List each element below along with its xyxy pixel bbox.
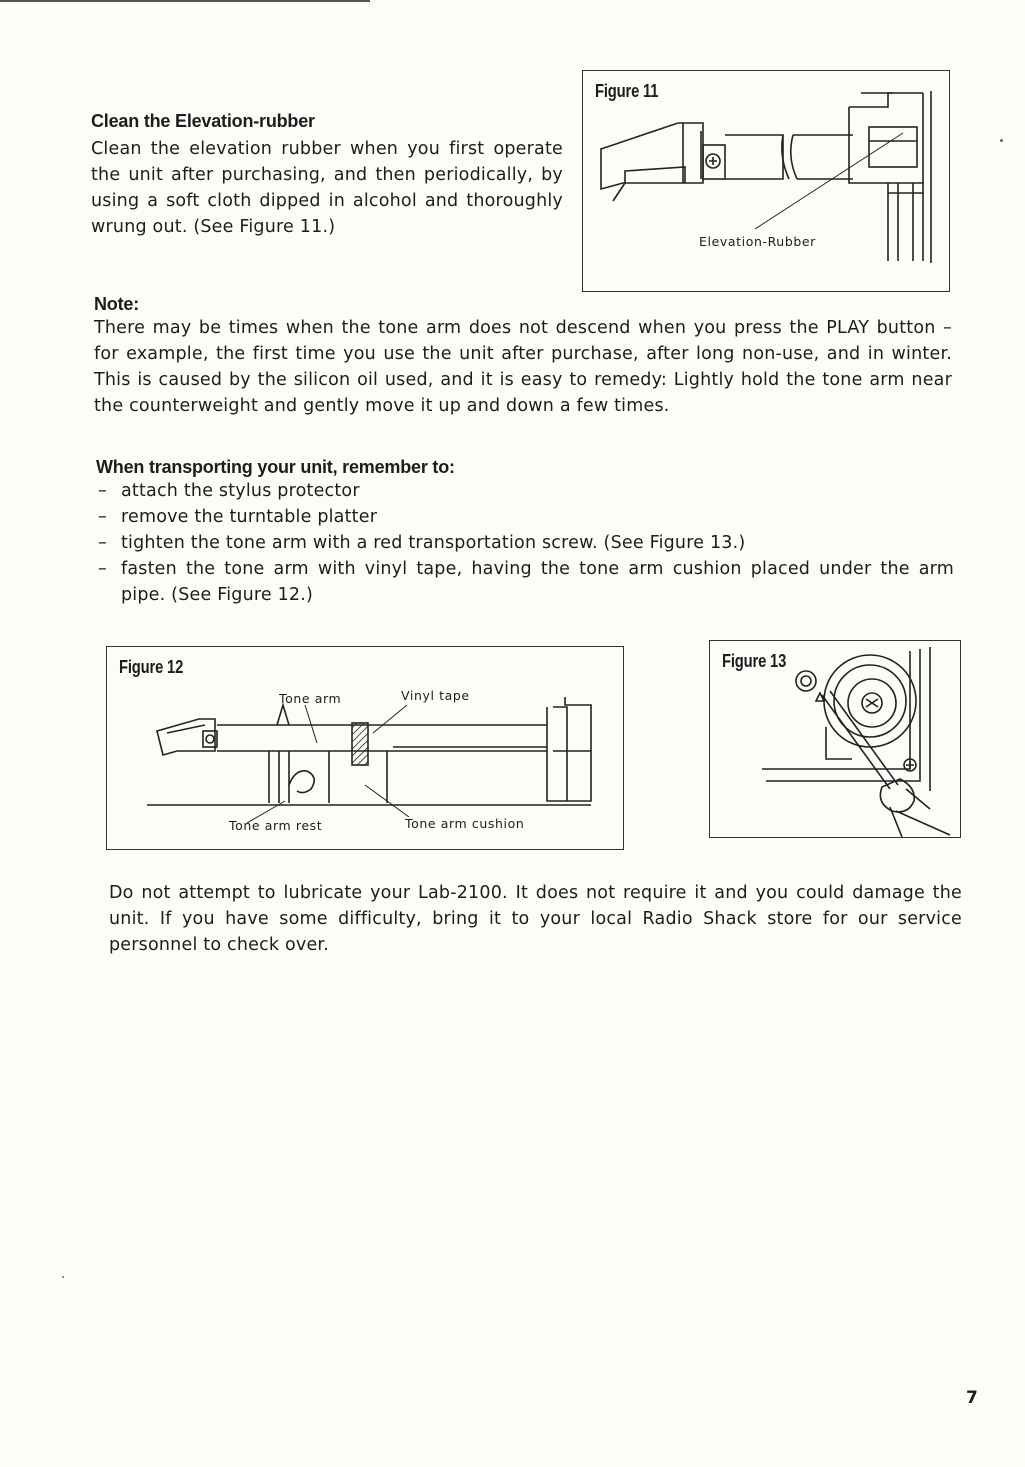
transport-item: – remove the turntable platter [96,504,954,530]
lubricate-section [109,880,962,958]
transport-list [96,478,954,608]
speck [62,1276,64,1278]
transport-section [96,457,954,608]
figure-13-drawing [710,641,960,837]
figure-12-label-vinyl-tape: Vinyl tape [401,688,470,703]
page-number: 7 [966,1388,978,1408]
figure-12-title: Figure 12 [119,657,184,677]
note-body: There may be times when the tone arm does not descend when you press the PLAY button – for example, the first time you use the unit after purchase, after long non-use, and in winter. This is caused by the silicon oil used, and it is easy to remedy: Lightly hold the tone arm near the counterweight and gently move it up and down a few times. [94,318,952,416]
figure-11-title: Figure 11 [595,81,659,101]
figure-12 [106,646,624,850]
transport-heading: When transporting your unit, remember to: [96,457,455,477]
note-heading: Note: [94,294,139,314]
figure-13 [709,640,961,838]
clean-heading: Clean the Elevation-rubber [91,111,315,131]
figure-11 [582,70,950,292]
clean-body: Clean the elevation rubber when you first operate the unit after purchasing, and then periodically, by using a soft cloth dipped in alcohol and thoroughly wrung out. (See Figure 11.) [91,139,563,237]
transport-item: – fasten the tone arm with vinyl tape, having the tone arm cushion placed under the arm pipe. (See Figure 12.) [96,556,954,608]
clean-section [91,111,563,240]
speck [1000,139,1003,142]
figure-12-label-tone-arm: Tone arm [279,691,342,706]
figure-12-label-tone-arm-rest: Tone arm rest [229,818,323,833]
figure-12-label-tone-arm-cushion: Tone arm cushion [405,816,525,831]
lubricate-body: Do not attempt to lubricate your Lab-2100. It does not require it and you could damage the unit. If you have some difficulty, bring it to your local Radio Shack store for our service personnel to check over. [109,883,962,955]
figure-11-drawing [583,71,949,291]
top-rule [0,0,370,2]
figure-12-drawing [107,647,623,849]
note-section [94,294,952,419]
transport-item: – attach the stylus protector [96,478,954,504]
figure-11-label-elevation-rubber: Elevation-Rubber [699,234,816,249]
transport-item: – tighten the tone arm with a red transportation screw. (See Figure 13.) [96,530,954,556]
figure-13-title: Figure 13 [722,651,787,671]
